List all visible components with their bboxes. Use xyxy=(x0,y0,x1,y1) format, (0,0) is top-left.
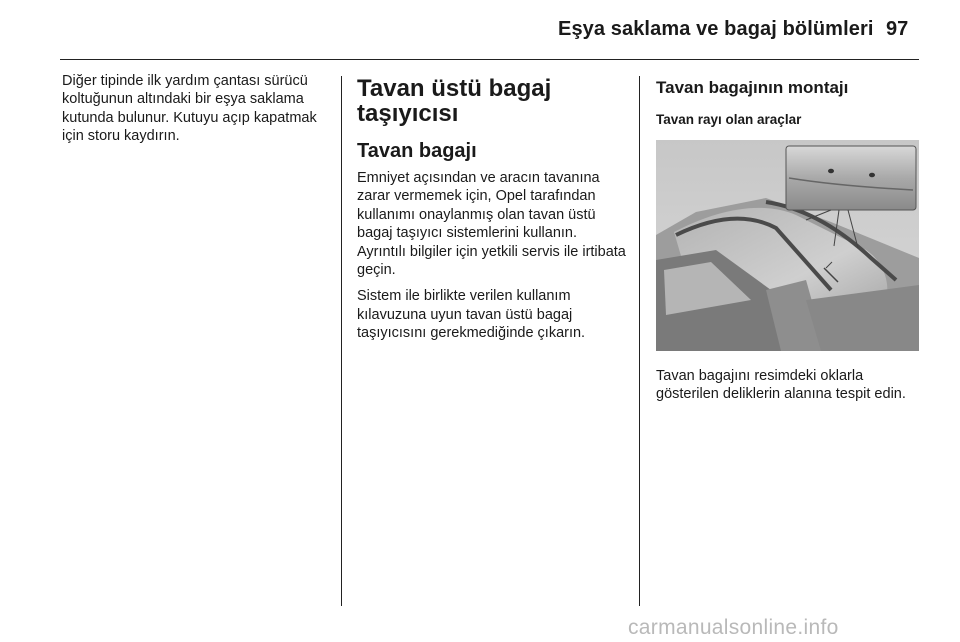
watermark: carmanualsonline.info xyxy=(628,616,839,639)
header-title: Eşya saklama ve bagaj bölümleri xyxy=(558,18,874,40)
roof-rack-paragraph-2: Sistem ile birlikte verilen kullanım kılavuzuna uyun tavan üstü bagaj taşıyıcısını gerekmediğinde çıkarın. xyxy=(357,288,586,342)
roof-rack-heading: Tavan üstü bagaj taşıyıcısı xyxy=(357,75,552,127)
column-1 xyxy=(62,72,330,146)
header-rule xyxy=(60,59,919,60)
page-number: 97 xyxy=(886,18,909,40)
detail-inset xyxy=(786,146,916,210)
roof-rail-subheading: Tavan rayı olan araçlar xyxy=(656,112,802,127)
mounting-caption: Tavan bagajını resimdeki oklarla gösterilen deliklerin alanına tespit edin. xyxy=(656,368,906,403)
column-divider-1 xyxy=(341,76,342,606)
column-2 xyxy=(357,72,627,343)
first-aid-paragraph: Diğer tipinde ilk yardım çantası sürücü koltuğunun altındaki bir eşya saklama kutunda bulunur. Kutuyu açıp kapatmak için storu kaydırın. xyxy=(62,73,317,145)
column-3 xyxy=(656,72,922,404)
roof-rack-paragraph-1: Emniyet açısından ve aracın tavanına zarar vermemek için, Opel tarafından kullanımı onaylanmış olan tavan üstü bagaj taşıyıcı sistemlerini kullanın. Ayrıntılı bilgiler için yetkili servis ile irtibata geçin. xyxy=(357,170,626,279)
roof-rack-subheading: Tavan bagajı xyxy=(357,140,477,162)
roof-rack-illustration xyxy=(656,140,919,351)
column-divider-2 xyxy=(639,76,640,606)
mounting-heading: Tavan bagajının montajı xyxy=(656,78,849,97)
